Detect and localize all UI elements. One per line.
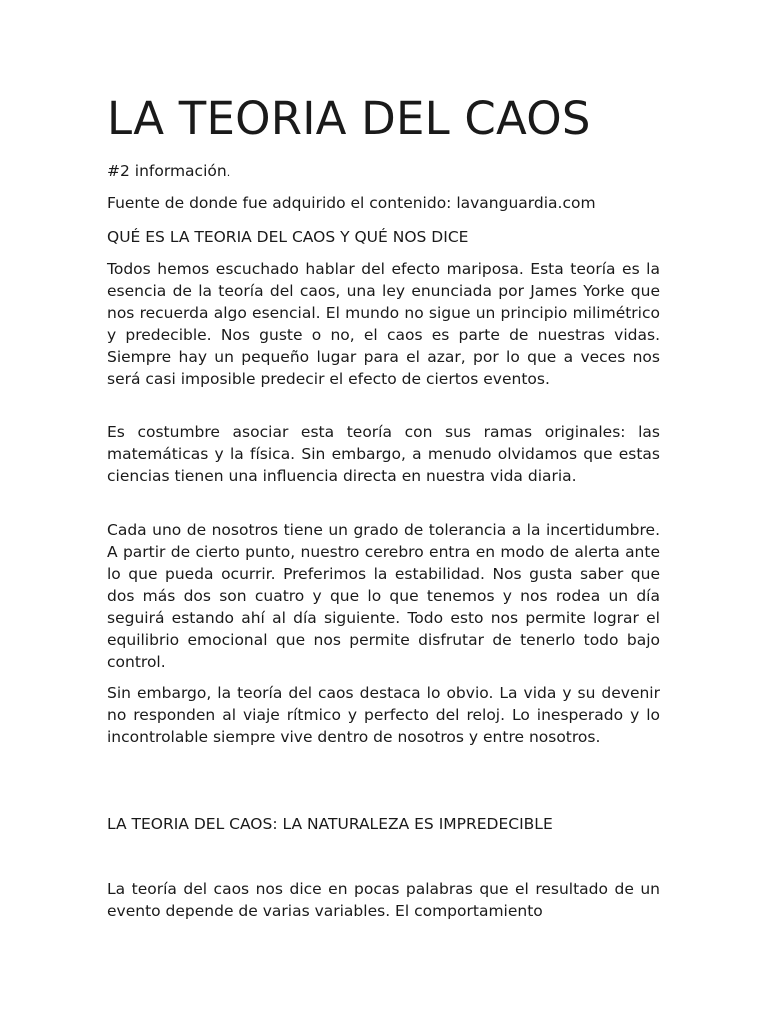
paragraph-2: Es costumbre asociar esta teoría con sus ramas originales: las matemáticas y la física. Sin embargo, a menudo olvidamos que estas ciencias tienen una influencia directa en nuestra vida diaria. [107,423,660,485]
section-heading-1: QUÉ ES LA TEORIA DEL CAOS Y QUÉ NOS DICE [107,228,469,246]
paragraph-3: Cada uno de nosotros tiene un grado de tolerancia a la incertidumbre. A partir de cierto punto, nuestro cerebro entra en modo de alerta ante lo que pueda ocurrir. Preferimos la estabilidad. Nos gusta saber que dos más dos son cuatro y que lo que tenemos y nos rodea un día seguirá estando ahí al día siguiente. Todo esto nos permite lograr el equilibrio emocional que nos permite disfrutar de tenerlo todo bajo control. [107,521,660,671]
source-line: Fuente de donde fue adquirido el contenido: lavanguardia.com [107,194,596,212]
subtitle-period: . [226,166,231,179]
paragraph-5: La teoría del caos nos dice en pocas palabras que el resultado de un evento depende de varias variables. El comportamiento [107,880,660,920]
document-title: LA TEORIA DEL CAOS [107,92,591,145]
paragraph-1: Todos hemos escuchado hablar del efecto mariposa. Esta teoría es la esencia de la teoría del caos, una ley enunciada por James Yorke que nos recuerda algo esencial. El mundo no sigue un principio milimétrico y predecible. Nos guste o no, el caos es parte de nuestras vidas. Siempre hay un pequeño lugar para el azar, por lo que a veces nos será casi imposible predecir el efecto de ciertos eventos. [107,260,660,388]
document-subtitle [107,161,230,183]
section-heading-2: LA TEORIA DEL CAOS: LA NATURALEZA ES IMPREDECIBLE [107,815,553,833]
subtitle-text: #2 información [107,162,227,180]
paragraph-4: Sin embargo, la teoría del caos destaca lo obvio. La vida y su devenir no responden al viaje rítmico y perfecto del reloj. Lo inesperado y lo incontrolable siempre vive dentro de nosotros y entre nosotros. [107,684,660,746]
